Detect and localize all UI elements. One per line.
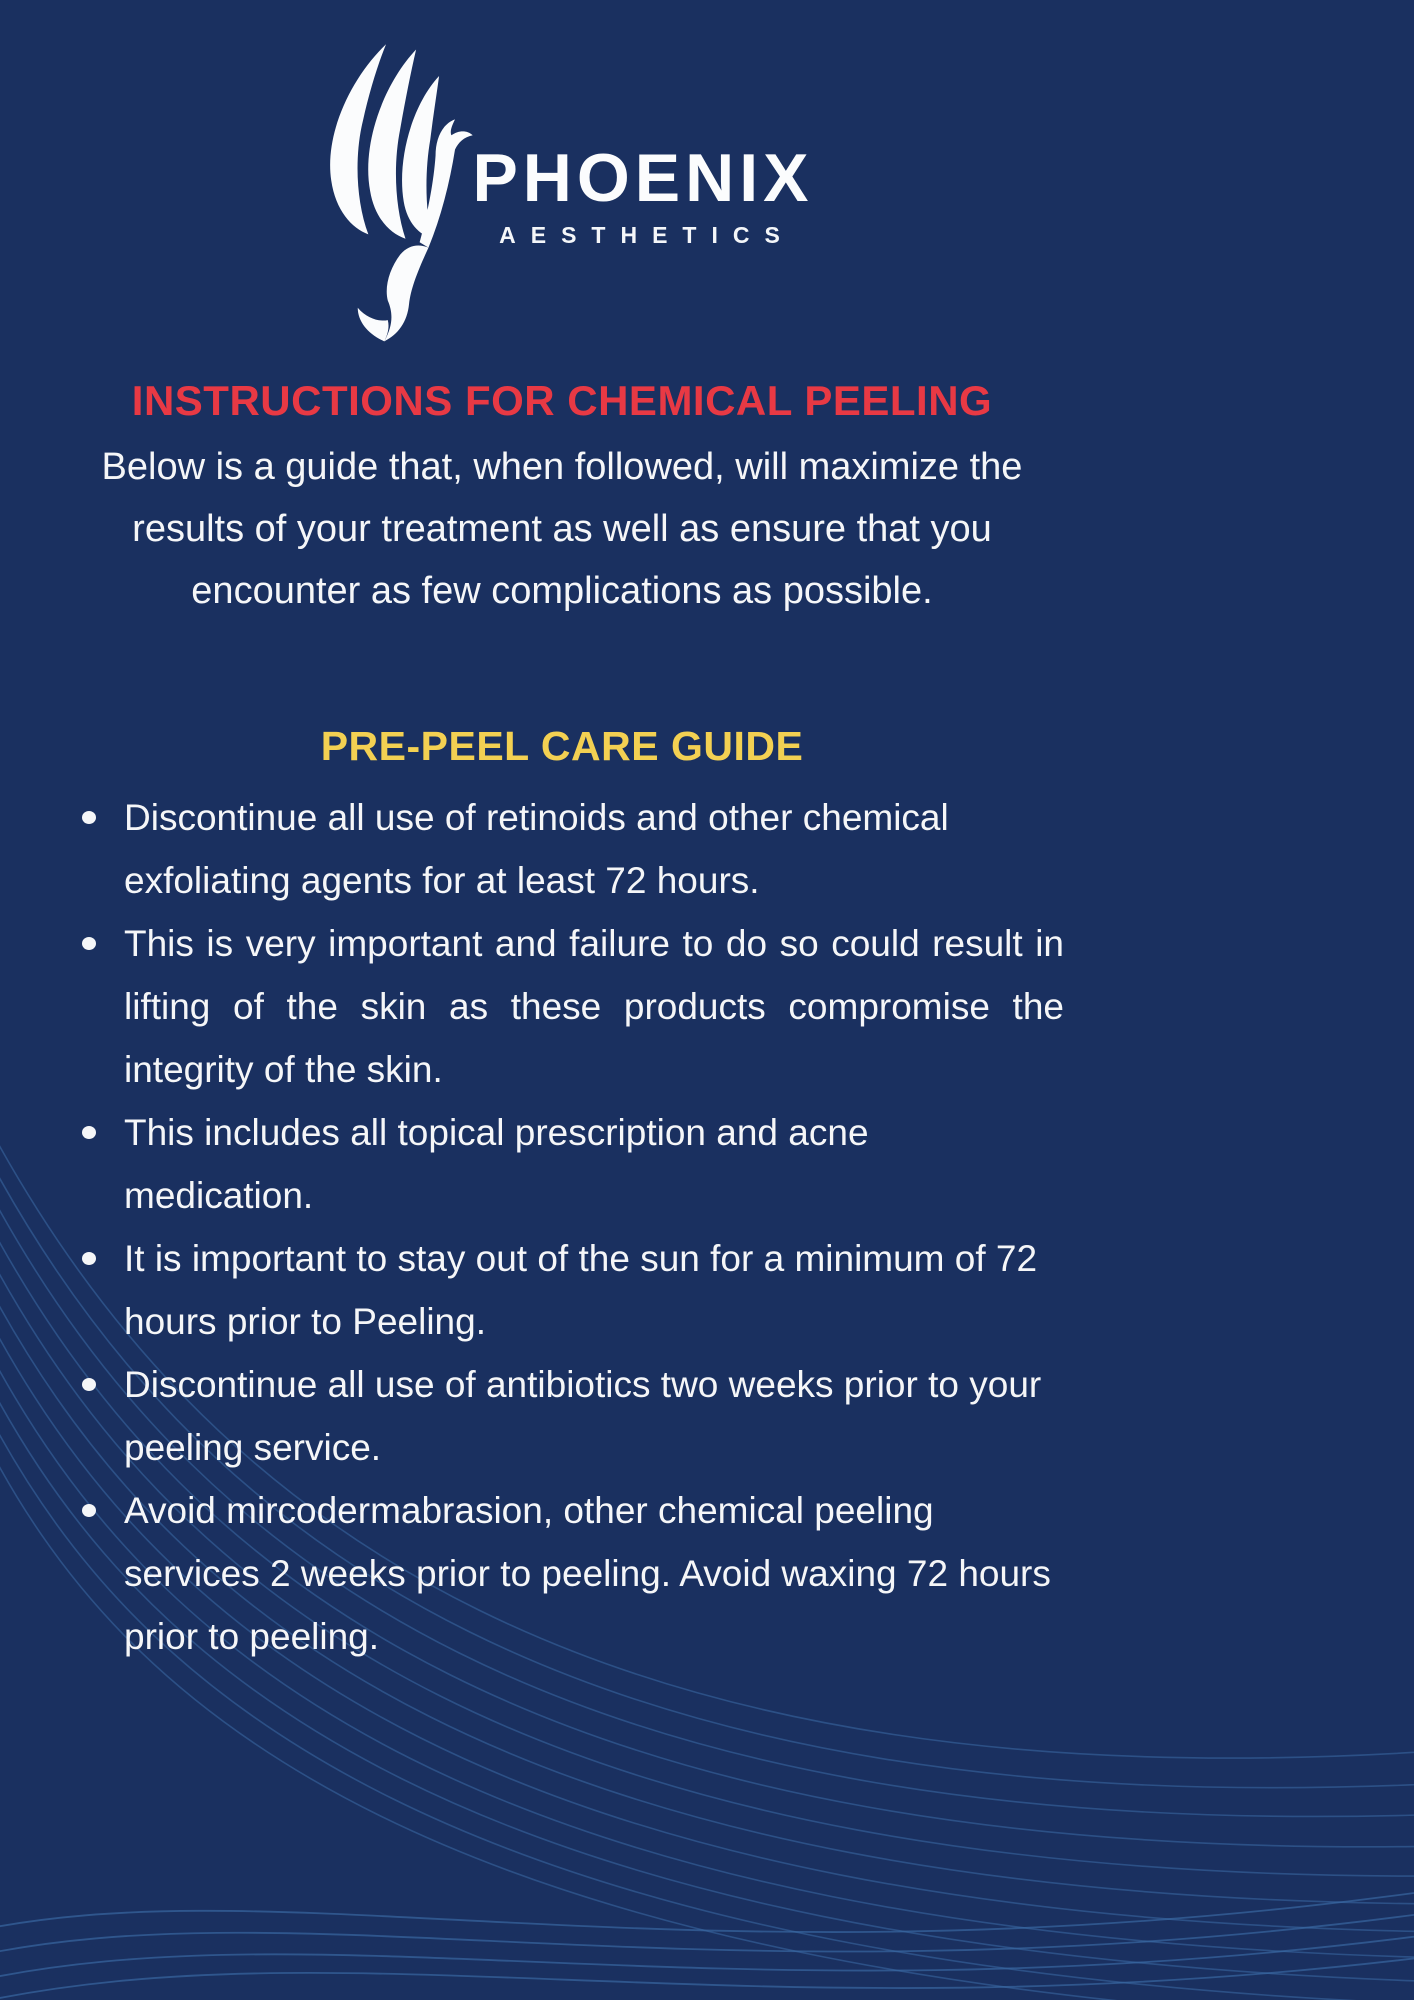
- intro-paragraph: Below is a guide that, when followed, will maximize the results of your treatment as well as ensure that you encounter as few complications as possible.: [101, 446, 1023, 613]
- list-item: Discontinue all use of retinoids and other chemical exfoliating agents for at least 72 hours.: [52, 786, 1064, 912]
- list-item: Discontinue all use of antibiotics two weeks prior to your peeling service.: [52, 1353, 1064, 1479]
- list-item: This includes all topical prescription and acne medication.: [52, 1101, 1064, 1227]
- section-heading: PRE-PEEL CARE GUIDE: [320, 723, 804, 770]
- brand-text: [472, 140, 814, 249]
- pre-peel-list: [52, 786, 1064, 1668]
- phoenix-bird-icon: [310, 26, 478, 356]
- list-item: Avoid mircodermabrasion, other chemical peeling services 2 weeks prior to peeling. Avoid waxing 72 hours prior to peeling.: [52, 1479, 1064, 1668]
- brand-tagline: AESTHETICS: [499, 222, 795, 248]
- content-column: [52, 0, 1072, 1668]
- main-heading: INSTRUCTIONS FOR CHEMICAL PEELING: [131, 377, 993, 424]
- list-item: It is important to stay out of the sun for a minimum of 72 hours prior to Peeling.: [52, 1227, 1064, 1353]
- list-item: This is very important and failure to do so could result in lifting of the skin as these products compromise the integrity of the skin.: [52, 912, 1064, 1101]
- brand-name: PHOENIX: [472, 140, 814, 216]
- brand-logo: [52, 26, 1072, 356]
